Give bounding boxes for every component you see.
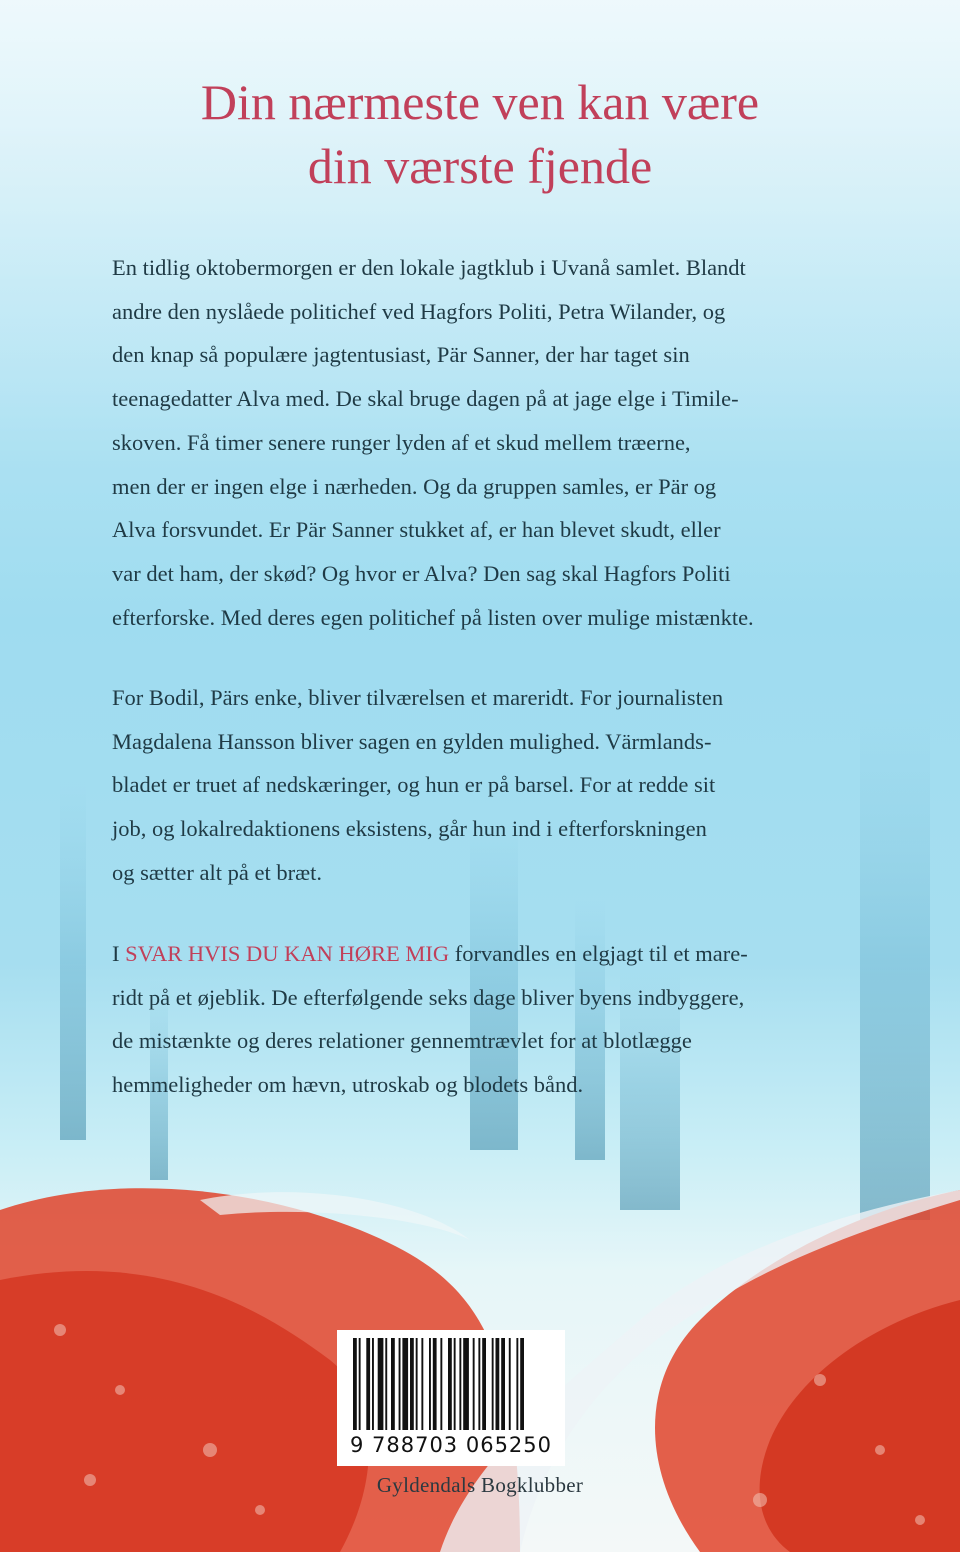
text-line: var det ham, der skød? Og hvor er Alva? Den sag skal Hagfors Politi	[112, 560, 731, 586]
barcode-bar	[433, 1338, 437, 1430]
barcode-bar	[385, 1338, 387, 1430]
barcode-bar	[454, 1338, 456, 1430]
barcode-bar	[496, 1338, 500, 1430]
barcode-bar	[353, 1338, 357, 1430]
barcode-bar	[378, 1338, 384, 1430]
text-line: hemmeligheder om hævn, utroskab og blodets bånd.	[112, 1072, 584, 1098]
barcode-bar	[459, 1338, 461, 1430]
text-line: efterforske. Med deres egen politichef på listen over mulige mistænkte.	[112, 604, 754, 630]
text-line	[112, 932, 852, 976]
synopsis-paragraph-3	[112, 932, 852, 1107]
barcode-bar	[478, 1338, 480, 1430]
cover-headline	[0, 70, 960, 198]
barcode-bar	[492, 1338, 494, 1430]
barcode-bars	[337, 1330, 565, 1438]
barcode-bar	[440, 1338, 442, 1430]
barcode-bar	[410, 1338, 414, 1430]
text-line: men der er ingen elge i nærheden. Og da gruppen samles, er Pär og	[112, 473, 717, 499]
text-line: job, og lokalredaktionens eksistens, går hun ind i efterforskningen	[112, 816, 707, 842]
publisher-name: Gyldendals Bogklubber	[376, 1473, 584, 1497]
barcode-bar	[421, 1338, 423, 1430]
text-line: En tidlig oktobermorgen er den lokale jagtklub i Uvanå samlet. Blandt	[112, 255, 746, 280]
book-title-highlight: SVAR HVIS DU KAN HØRE MIG	[125, 941, 450, 966]
barcode-bar	[509, 1338, 511, 1430]
barcode-bar	[359, 1338, 361, 1430]
barcode-bar	[416, 1338, 418, 1430]
barcode-bar	[372, 1338, 374, 1430]
barcode-bar	[402, 1338, 408, 1430]
text-line: Magdalena Hansson bliver sagen en gylden mulighed. Värmlands-	[112, 728, 712, 754]
text-fragment: forvandles en elgjagt til et mare-	[449, 941, 748, 966]
synopsis-paragraph-2	[112, 676, 852, 895]
barcode-bar	[516, 1338, 518, 1430]
barcode-bar	[482, 1338, 486, 1430]
text-line: skoven. Få timer senere runger lyden af et skud mellem træerne,	[112, 429, 691, 455]
barcode-bar	[429, 1338, 431, 1430]
text-prefix: I	[112, 941, 126, 966]
headline-line: din værste fjende	[307, 138, 653, 194]
barcode-bar	[391, 1338, 395, 1430]
text-line: andre den nyslåede politichef ved Hagfors Politi, Petra Wilander, og	[112, 298, 726, 324]
barcode-bar	[501, 1338, 505, 1430]
text-line: Alva forsvundet. Er Pär Sanner stukket af, er han blevet skudt, eller	[112, 517, 721, 543]
barcode-bar	[448, 1338, 452, 1430]
text-line: ridt på et øjeblik. De efterfølgende seks dage bliver byens indbyggere,	[112, 984, 745, 1010]
text-line: den knap så populære jagtentusiast, Pär Sanner, der har taget sin	[112, 342, 690, 368]
isbn-barcode	[337, 1330, 565, 1466]
barcode-bar	[473, 1338, 475, 1430]
barcode-bar	[463, 1338, 469, 1430]
headline-line: Din nærmeste ven kan være	[200, 74, 760, 130]
isbn-number: 9 788703 065250	[337, 1430, 565, 1460]
synopsis-paragraph-1	[112, 246, 852, 639]
text-line: teenagedatter Alva med. De skal bruge dagen på at jage elge i Timile-	[112, 386, 739, 412]
barcode-bar	[520, 1338, 524, 1430]
text-line: de mistænkte og deres relationer gennemtrævlet for at blotlægge	[112, 1028, 692, 1054]
text-line: bladet er truet af nedskæringer, og hun er på barsel. For at redde sit	[112, 772, 716, 798]
barcode-bar	[366, 1338, 370, 1430]
text-line: og sætter alt på et bræt.	[112, 859, 322, 885]
barcode-bar	[399, 1338, 401, 1430]
text-line: For Bodil, Pärs enke, bliver tilværelsen et mareridt. For journalisten	[112, 685, 724, 710]
